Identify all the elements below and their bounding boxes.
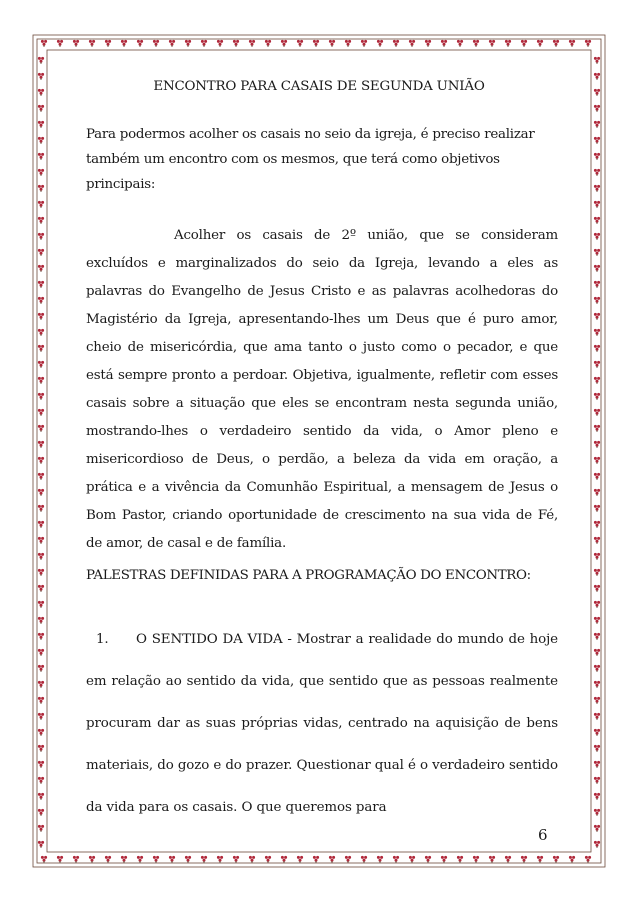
page-number: 6 — [538, 826, 548, 844]
intro-paragraph: Para podermos acolher os casais no seio da igreja, é preciso realizar também um encontro com os mesmos, que terá como objetivos principais: — [86, 127, 535, 192]
list-item-number: 1. — [96, 632, 109, 647]
section-heading: PALESTRAS DEFINIDAS PARA A PROGRAMAÇÃO DO ENCONTRO: — [86, 568, 531, 583]
document-title: ENCONTRO PARA CASAIS DE SEGUNDA UNIÃO — [153, 79, 485, 94]
list-item — [86, 619, 558, 829]
list-item-text: O SENTIDO DA VIDA - Mostrar a realidade do mundo de hoje em relação ao sentido da vida, que sentido que as pessoas realmente procuram dar as suas próprias vidas, centrado na aquisição de bens materiais, do gozo e do prazer. Questionar qual é o verdadeiro sentido da vida para os casais. O que queremos para — [86, 632, 558, 815]
body-paragraph: Acolher os casais de 2º união, que se consideram excluídos e marginalizados do seio da Igreja, levando a eles as palavras do Evangelho de Jesus Cristo e as palavras acolhedoras do Magistério da Igreja, apresentando-lhes um Deus que é puro amor, cheio de misericórdia, que ama tanto o justo como o pecador, e que está sempre pronto a perdoar. Objetiva, igualmente, refletir com esses casais sobre a situação que eles se encontram nesta segunda união, mostrando-lhes o verdadeiro sentido da vida, o Amor pleno e misericordioso de Deus, o perdão, a beleza da vida em oração, a prática e a vivência da Comunhão Espiritual, a mensagem de Jesus o Bom Pastor, criando oportunidade de crescimento na sua vida de Fé, de amor, de casal e de família. — [86, 228, 558, 551]
